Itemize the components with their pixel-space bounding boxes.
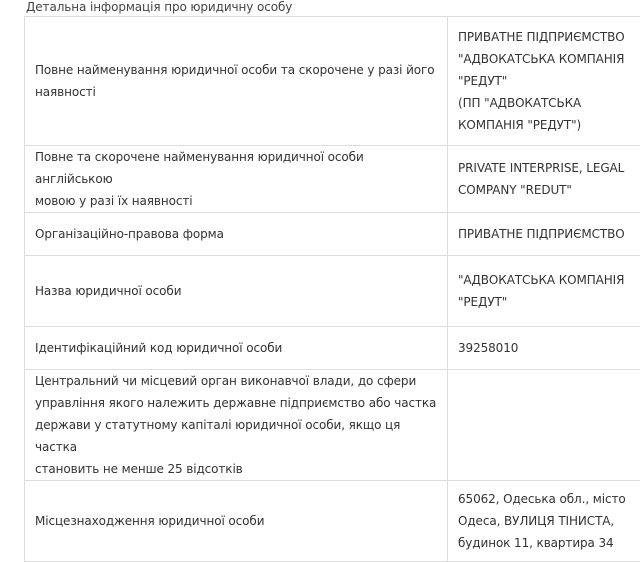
row-label: Місцезнаходження юридичної особи [25, 481, 448, 562]
row-label: Організаційно-правова форма [25, 213, 448, 256]
table-row-english-name [25, 146, 640, 213]
row-value: ПРИВАТНЕ ПІДПРИЄМСТВО [448, 213, 640, 256]
legal-entity-details-table [24, 16, 640, 562]
section-title: Детальна інформація про юридичну особу [26, 0, 292, 14]
row-value: ПРИВАТНЕ ПІДПРИЄМСТВО "АДВОКАТСЬКА КОМПАНІЯ "РЕДУТ" (ПП "АДВОКАТСЬКА КОМПАНІЯ "РЕДУТ") [448, 17, 640, 146]
table-row-full-name [25, 17, 640, 146]
row-label: Ідентифікаційний код юридичної особи [25, 327, 448, 370]
row-value: "АДВОКАТСЬКА КОМПАНІЯ "РЕДУТ" [448, 256, 640, 327]
table-row-identification-code [25, 327, 640, 370]
row-label: Назва юридичної особи [25, 256, 448, 327]
table-row-governing-authority [25, 370, 640, 481]
row-value: 39258010 [448, 327, 640, 370]
row-label: Повне найменування юридичної особи та скорочене у разі його наявності [25, 17, 448, 146]
table-row-legal-form [25, 213, 640, 256]
row-value: 65062, Одеська обл., місто Одеса, ВУЛИЦЯ ТІНИСТА, будинок 11, квартира 34 [448, 481, 640, 562]
table-row-entity-name [25, 256, 640, 327]
row-value: PRIVATE INTERPRISE, LEGAL COMPANY "REDUT" [448, 146, 640, 213]
table-row-location [25, 481, 640, 562]
row-label: Центральний чи місцевий орган виконавчої влади, до сфери управління якого належить державне підприємство або частка держави у статутному капіталі юридичної особи, якщо ця частка становить не менше 25 відсотків [25, 370, 448, 481]
row-label: Повне та скорочене найменування юридичної особи англійською мовою у разі їх наявності [25, 146, 448, 213]
row-value-empty [448, 370, 640, 481]
